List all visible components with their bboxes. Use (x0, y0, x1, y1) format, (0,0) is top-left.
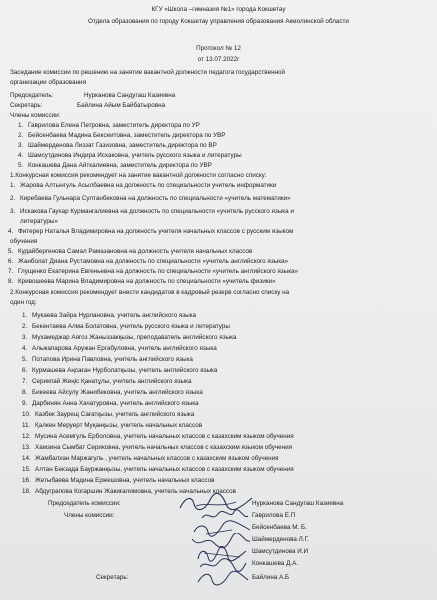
recommended-item: 5. Кудайбергенова Самал Рамазановна на должность учителя начальных классов (8, 248, 253, 255)
chair-label: Председатель: (10, 92, 54, 99)
sig-secretary-label: Секретарь: (96, 574, 129, 581)
sig-member-name: Бейсенбаева М. Б. (252, 524, 307, 531)
sig-member-name: Шаймерденова Л.Г. (252, 536, 309, 543)
secretary-name: Байлина Айым Байбатыровна (77, 102, 166, 109)
protocol-date: от 13.07.2022г (197, 56, 240, 63)
reserve-item: 10. Казбек Заурещ Сағатқызы, учитель английского языка (22, 411, 195, 418)
recommended-item: 8. Кривошеева Марина Владимировна на должность по специальности «учитель физики» (8, 278, 276, 285)
reserve-item: 15. Алтан Бекзада Бауржанқызы, учитель начальных классов с казахским языком обучения (22, 466, 294, 473)
section2-heading-cont: один год: (10, 299, 37, 306)
protocol-title: Протокол № 12 (196, 45, 241, 52)
reserve-item: 4. Альжапарова Аружан Ергабуловна, учитель английского языка (22, 345, 217, 352)
recommended-item: 6. Жанболат Диана Рустамовна на должность по специальности «учитель английского языка» (8, 258, 289, 265)
recommended-item: 1. Жарова Алтынгуль Асылбаевна на должность по специальности учитель информатики (10, 182, 277, 189)
sig-secretary-name: Байлина А.Б (252, 574, 290, 581)
section2-heading: 2.Конкурсная комиссия рекомендует внести кандидатов в кадровый резерв согласно списку на (10, 289, 290, 296)
reserve-item: 5. Потапова Ирина Павловна, учитель английского языка (22, 356, 193, 363)
recommended-item: 2. Киребаева Гульнара Султанбековна на должность по специальности «учитель математики» (10, 195, 291, 202)
reserve-item: 7. Серикпай Жеңіс Қанатұлы, учитель английского языка (22, 378, 192, 385)
reserve-item: 12. Мусина Асемгуль Ерболовна, учитель начальных классов с казахским языком обучения (22, 433, 294, 440)
reserve-item: 8. Бикеева Айсулу Жанибековна, учитель английского языка (22, 389, 203, 396)
handwritten-signature-secretary (196, 570, 250, 588)
org-line-1: КГУ «Школа –гимназия №1» города Кокшетау (151, 6, 286, 13)
secretary-label: Секретарь: (10, 102, 43, 109)
sig-chair-label: Председатель комиссии: (48, 500, 121, 507)
reserve-item: 13. Хамзина Сымбат Сериковна, учитель начальных классов с казахским языком обучения (22, 444, 293, 451)
reserve-item: 9. Дарбинян Анна Хачатуровна, учитель английского языка (22, 400, 199, 407)
sig-members-label: Члены комиссии: (64, 512, 115, 519)
member-item: 3. Шаймерденова Лиззат Газизовна, заместитель директора по ВР (18, 142, 217, 149)
sig-chair-name: Нурканова Сандугаш Казиевна (252, 500, 344, 507)
org-line-2: Отдела образования по городу Кокшетау управления образования Акмолинской области (88, 18, 349, 25)
reserve-item: 1. Мукаева Зайра Нурлановна, учитель английского языка (22, 312, 197, 319)
reserve-item: 16. Жетыбаева Мадина Ержешовна, учитель начальных классов (22, 477, 215, 484)
member-item: 1. Гаврилова Елена Петровна, заместитель директора по УР (18, 122, 200, 129)
member-item: 4. Шамсутдинова Индира Исхаковна, учитель русского языка и литературы (18, 152, 242, 159)
reserve-item: 11. Қалкен Меруерт Муқанқызы, учитель начальных классов (22, 422, 203, 429)
subject-line-1: Заседание комиссии по решению на занятие вакантной должности педагога государственной (10, 69, 286, 76)
subject-line-2: организации образования (10, 79, 86, 86)
recommended-item-continuation: обучения (10, 238, 38, 245)
recommended-item: 3. Искакова Гаухар Курмангалиевна на должность по специальности «учитель русского языка и (10, 208, 294, 215)
section1-heading: 1.Конкурсная комиссия рекомендует на занятие вакантной должности согласно списку: (10, 172, 267, 179)
members-label: Члены комиссии: (10, 112, 61, 119)
reserve-item: 2. Бекентаева Алма Болатовна, учитель русского языка и литературы (22, 323, 230, 330)
reserve-item: 6. Курмашева Аңсаған Нурболатқызы, учитель английского языка (22, 367, 218, 374)
sig-member-name: Конкашева Д.А. (252, 560, 299, 567)
recommended-item: 4. Фитерер Наталья Владимировна на должность учителя начальных классов с русским языком (8, 228, 294, 235)
member-item: 5. Конкашева Дана Айткалиевна, заместитель директора по УВР (18, 162, 212, 169)
chair-name: Нурканова Сандугаш Казиевна (84, 92, 176, 99)
member-item: 2. Бейсенбаева Мадина Бексеитовна, заместитель директора по УВР (18, 132, 226, 139)
reserve-item: 18. Абдуграпова Когаршин Жакиғалимовна, учитель начальных классов (22, 488, 236, 495)
reserve-item: 14. Жамбалхан Маржагуль , учитель начальных классов с казахским языком обучения (22, 455, 279, 462)
reserve-item: 3. Мухамеджар Аягоз Жаныззакқызы, преподаватель английского языка (22, 334, 237, 341)
recommended-item: 7. Глущенко Екатерина Евгеньевна на должность по специальности «учитель английского языка» (8, 268, 299, 275)
recommended-item-continuation: литературы» (20, 218, 58, 225)
sig-member-name: Гаврилова Е.П (252, 512, 296, 519)
sig-member-name: Шамсутдинова И.И (252, 548, 309, 555)
